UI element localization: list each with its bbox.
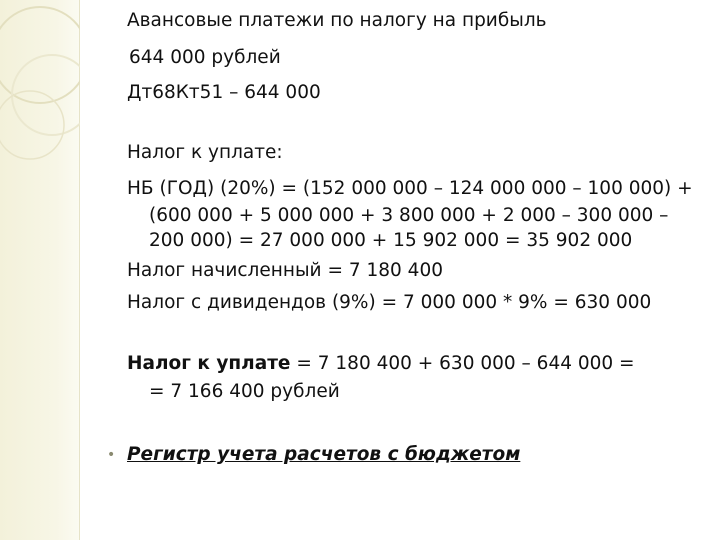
text-line-accrued: Налог начисленный = 7 180 400 xyxy=(127,260,443,281)
decorative-rings-icon xyxy=(0,0,80,200)
slide-content xyxy=(107,0,707,540)
total-formula: = 7 180 400 + 630 000 – 644 000 = xyxy=(290,353,635,374)
text-line-total-result: = 7 166 400 рублей xyxy=(149,381,340,402)
text-line-amount: 644 000 рублей xyxy=(129,47,281,68)
text-line-dividends: Налог с дивидендов (9%) = 7 000 000 * 9% = 630 000 xyxy=(127,292,652,313)
text-line-formula-3: 200 000) = 27 000 000 + 15 902 000 = 35 902 000 xyxy=(149,230,633,251)
text-line-formula-1: НБ (ГОД) (20%) = (152 000 000 – 124 000 000 – 100 000) + xyxy=(127,178,693,199)
text-line-total xyxy=(127,352,635,376)
text-line-heading: Авансовые платежи по налогу на прибыль xyxy=(127,10,547,31)
bullet-item xyxy=(107,443,520,467)
budget-register-link[interactable]: Регистр учета расчетов с бюджетом xyxy=(127,444,521,465)
text-line-tax-label: Налог к уплате: xyxy=(127,142,283,163)
bullet-icon: • xyxy=(107,447,116,463)
text-line-posting: Дт68Кт51 – 644 000 xyxy=(127,82,321,103)
text-line-formula-2: (600 000 + 5 000 000 + 3 800 000 + 2 000 – 300 000 – xyxy=(149,205,669,226)
total-label: Налог к уплате xyxy=(127,353,291,374)
